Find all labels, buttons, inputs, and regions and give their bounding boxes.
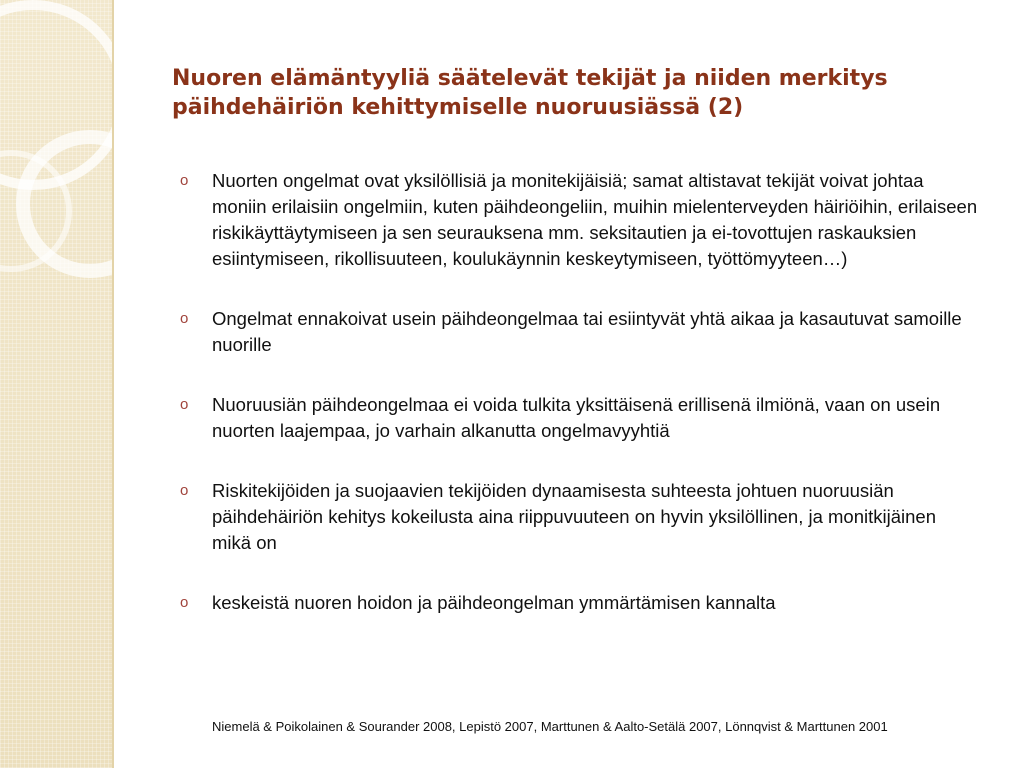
bullet-text: keskeistä nuoren hoidon ja päihdeongelman ymmärtämisen kannalta: [212, 592, 776, 613]
bullet-text: Nuorten ongelmat ovat yksilöllisiä ja monitekijäisiä; samat altistavat tekijät voivat johtaa moniin erilaisiin ongelmiin, kuten päihdeongeliin, muihin mielenterveyden häiriöihin, erilaiseen riskikäyttäytymiseen ja sen seurauksena mm. seksitautien ja ei-tovottujen raskauksien esiintymiseen, rikollisuuteen, koulukäynnin keskeytymiseen, työttömyyteen…): [212, 170, 978, 269]
decorative-sidebar: [0, 0, 113, 768]
bullet-marker-icon: o: [180, 310, 189, 327]
bullet-marker-icon: o: [180, 396, 189, 413]
bullet-text: Riskitekijöiden ja suojaavien tekijöiden dynaamisesta suhteesta johtuen nuoruusiän päihdehäiriön kehitys kokeilusta aina riippuvuuteen on hyvin yksilöllinen, ja monitkijäinen mikä on: [212, 480, 936, 553]
sidebar-edge: [112, 0, 114, 768]
bullet-text: Ongelmat ennakoivat usein päihdeongelmaa tai esiintyvät yhtä aikaa ja kasautuvat samoille nuorille: [212, 308, 962, 355]
bullet-item: [180, 590, 980, 616]
bullet-marker-icon: o: [180, 594, 189, 611]
citation: Niemelä & Poikolainen & Sourander 2008, Lepistö 2007, Marttunen & Aalto-Setälä 2007, Lönnqvist & Marttunen 2001: [212, 719, 888, 734]
bullet-marker-icon: o: [180, 172, 189, 189]
bullet-marker-icon: o: [180, 482, 189, 499]
bullet-item: [180, 478, 980, 556]
slide-title: Nuoren elämäntyyliä säätelevät tekijät ja niiden merkitys päihdehäiriön kehittymiselle nuoruusiässä (2): [172, 66, 888, 120]
bullet-item: [180, 168, 980, 272]
bullet-item: [180, 392, 980, 444]
bullet-item: [180, 306, 980, 358]
bullet-text: Nuoruusiän päihdeongelmaa ei voida tulkita yksittäisenä erillisenä ilmiönä, vaan on usein nuorten laajempaa, jo varhain alkanutta ongelmavyyhtiä: [212, 394, 941, 441]
bullet-list: [180, 168, 980, 616]
